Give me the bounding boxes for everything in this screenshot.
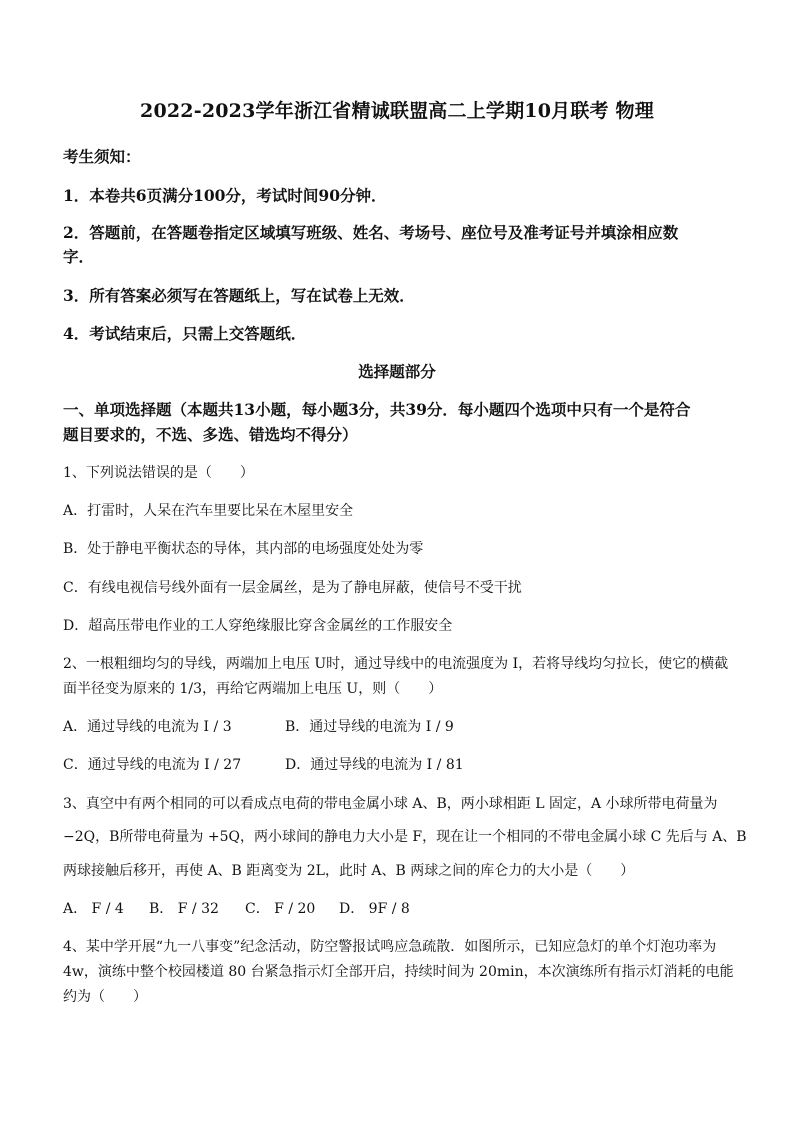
question-3-options-row xyxy=(63,898,743,920)
question-1-option-b: B．处于静电平衡状态的导体，其内部的电场强度处处为零 xyxy=(63,541,424,557)
question-4-stem-cont-2: 约为（ ） xyxy=(63,989,147,1005)
question-1-option-a: A．打雷时，人呆在汽车里要比呆在木屋里安全 xyxy=(63,503,354,519)
question-2-stem-cont: 面半径变为原来的 1/3，再给它两端加上电压 U，则（ ） xyxy=(63,681,443,697)
question-2-stem: 2、一根粗细均匀的导线，两端加上电压 U时，通过导线中的电流强度为 I，若将导线均匀拉长，使它的横截 xyxy=(63,656,729,672)
question-2-option-a: A．通过导线的电流为 I / 3 xyxy=(63,719,232,735)
question-4-stem: 4、某中学开展“九一八事变”纪念活动，防空警报试鸣应急疏散．如图所示，已知应急灯的单个灯泡功率为 xyxy=(63,939,717,955)
notice-item-2: 2．答题前，在答题卷指定区域填写班级、姓名、考场号、座位号及准考证号并填涂相应数 xyxy=(63,223,679,242)
question-2-options-row-2 xyxy=(63,754,743,776)
question-2-options-row-1 xyxy=(63,716,743,738)
question-2-option-b: B．通过导线的电流为 I / 9 xyxy=(285,719,454,735)
question-3-stem-cont-1: −2Q，B所带电荷量为 +5Q，两小球间的静电力大小是 F，现在让一个相同的不带电金属小球 C 先后与 A、B xyxy=(63,829,747,845)
notice-item-4: 4．考试结束后，只需上交答题纸． xyxy=(63,324,307,343)
question-3-option-d: D． 9F / 8 xyxy=(339,901,410,917)
section-title: 选择题部分 xyxy=(358,362,436,381)
part-one-heading: 一、单项选择题（本题共13小题，每小题3分，共39分．每小题四个选项中只有一个是符合 xyxy=(63,400,691,419)
question-1-stem: 1、下列说法错误的是（ ） xyxy=(63,465,254,481)
question-3-option-c: C． F / 20 xyxy=(245,901,316,917)
question-3-option-b: B． F / 32 xyxy=(149,901,219,917)
notice-item-1: 1．本卷共6页满分100分，考试时间90分钟． xyxy=(63,186,387,205)
question-3-stem: 3、真空中有两个相同的可以看成点电荷的带电金属小球 A、B，两小球相距 L 固定，A 小球所带电荷量为 xyxy=(63,796,718,812)
question-3-stem-cont-2: 两球接触后移开，再使 A、B 距离变为 2L，此时 A、B 两球之间的库仑力的大小是（ ） xyxy=(63,863,635,879)
question-1-option-c: C．有线电视信号线外面有一层金属丝，是为了静电屏蔽，使信号不受干扰 xyxy=(63,580,522,596)
notice-item-2-cont: 字． xyxy=(63,247,95,266)
part-one-heading-cont: 题目要求的，不选、多选、错选均不得分） xyxy=(63,425,358,444)
question-1-option-d: D．超高压带电作业的工人穿绝缘服比穿含金属丝的工作服安全 xyxy=(63,618,453,634)
question-2-option-d: D．通过导线的电流为 I / 81 xyxy=(285,757,464,773)
notice-heading: 考生须知： xyxy=(63,147,141,166)
notice-item-3: 3．所有答案必须写在答题纸上，写在试卷上无效． xyxy=(63,286,415,305)
question-2-option-c: C．通过导线的电流为 I / 27 xyxy=(63,757,242,773)
question-3-option-a: A． F / 4 xyxy=(63,901,124,917)
question-4-stem-cont-1: 4w，演练中整个校园楼道 80 台紧急指示灯全部开启，持续时间为 20min，本次演练所有指示灯消耗的电能 xyxy=(63,964,734,980)
page-title: 2022-2023学年浙江省精诚联盟高二上学期10月联考 物理 xyxy=(140,100,654,122)
